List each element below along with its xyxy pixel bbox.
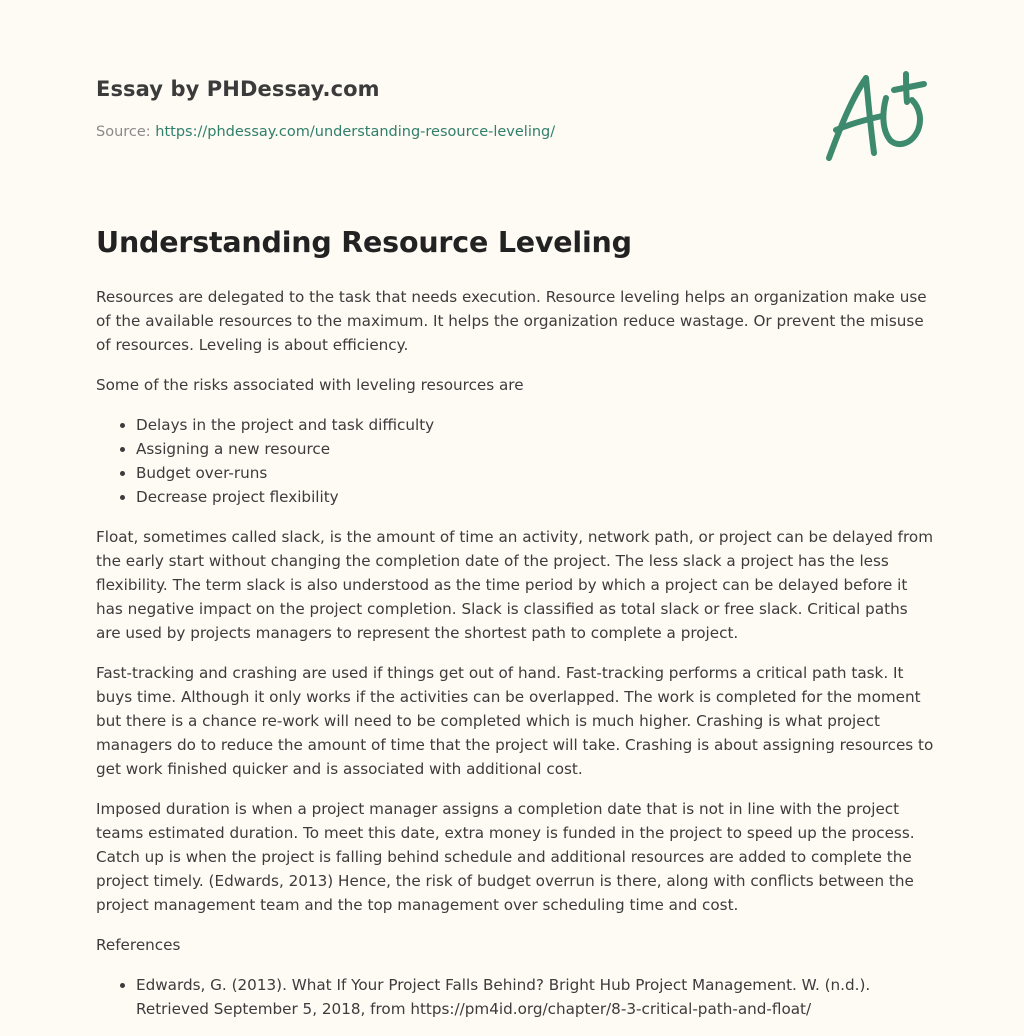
risks-intro-paragraph: Some of the risks associated with leveling resources are xyxy=(96,376,524,394)
source-link[interactable]: https://phdessay.com/understanding-resource-leveling/ xyxy=(155,124,556,140)
list-item: • Delays in the project and task difficulty xyxy=(136,413,936,437)
intro-paragraph: Resources are delegated to the task that needs execution. Resource leveling helps an organization make use of the available resources to the maximum. It helps the organization reduce wastage. Or prevent the misuse of resources. Leveling is about efficiency. xyxy=(96,288,927,354)
list-item: • Budget over-runs xyxy=(136,461,936,485)
site-title: Essay by PHDessay.com xyxy=(96,77,380,101)
a-plus-logo-icon xyxy=(822,68,928,164)
essay-title: Understanding Resource Leveling xyxy=(96,226,632,259)
source-label: Source: xyxy=(96,124,151,140)
references-list xyxy=(96,973,936,1021)
fast-tracking-paragraph: Fast-tracking and crashing are used if things get out of hand. Fast-tracking performs a critical path task. It buys time. Although it only works if the activities can be overlapped. The work is completed for the moment but there is a chance re-work will need to be completed which is much higher. Crashing is what project managers do to reduce the amount of time that the project will take. Crashing is about assigning resources to get work finished quicker and is associated with additional cost. xyxy=(96,664,934,778)
list-item: • Decrease project flexibility xyxy=(136,485,936,509)
list-item: • Assigning a new resource xyxy=(136,437,936,461)
float-paragraph: Float, sometimes called slack, is the amount of time an activity, network path, or project can be delayed from the early start without changing the completion date of the project. The less slack a project has the less flexibility. The term slack is also understood as the time period by which a project can be delayed before it has negative impact on the project completion. Slack is classified as total slack or free slack. Critical paths are used by projects managers to represent the shortest path to complete a project. xyxy=(96,528,934,642)
reference-item: • Edwards, G. (2013). What If Your Project Falls Behind? Bright Hub Project Management. W. (n.d.). Retrieved September 5, 2018, from https://pm4id.org/chapter/8-3-critical-path-and-float/ xyxy=(136,973,936,1021)
imposed-duration-paragraph: Imposed duration is when a project manager assigns a completion date that is not in line with the project teams estimated duration. To meet this date, extra money is funded in the project to speed up the process. Catch up is when the project is falling behind schedule and additional resources are added to complete the project timely. (Edwards, 2013) Hence, the risk of budget overrun is there, along with conflicts between the project management team and the top management over scheduling time and cost. xyxy=(96,800,915,914)
source-line xyxy=(96,124,555,140)
references-heading: References xyxy=(96,936,181,954)
essay-body xyxy=(96,285,936,1036)
risks-list xyxy=(96,413,936,509)
